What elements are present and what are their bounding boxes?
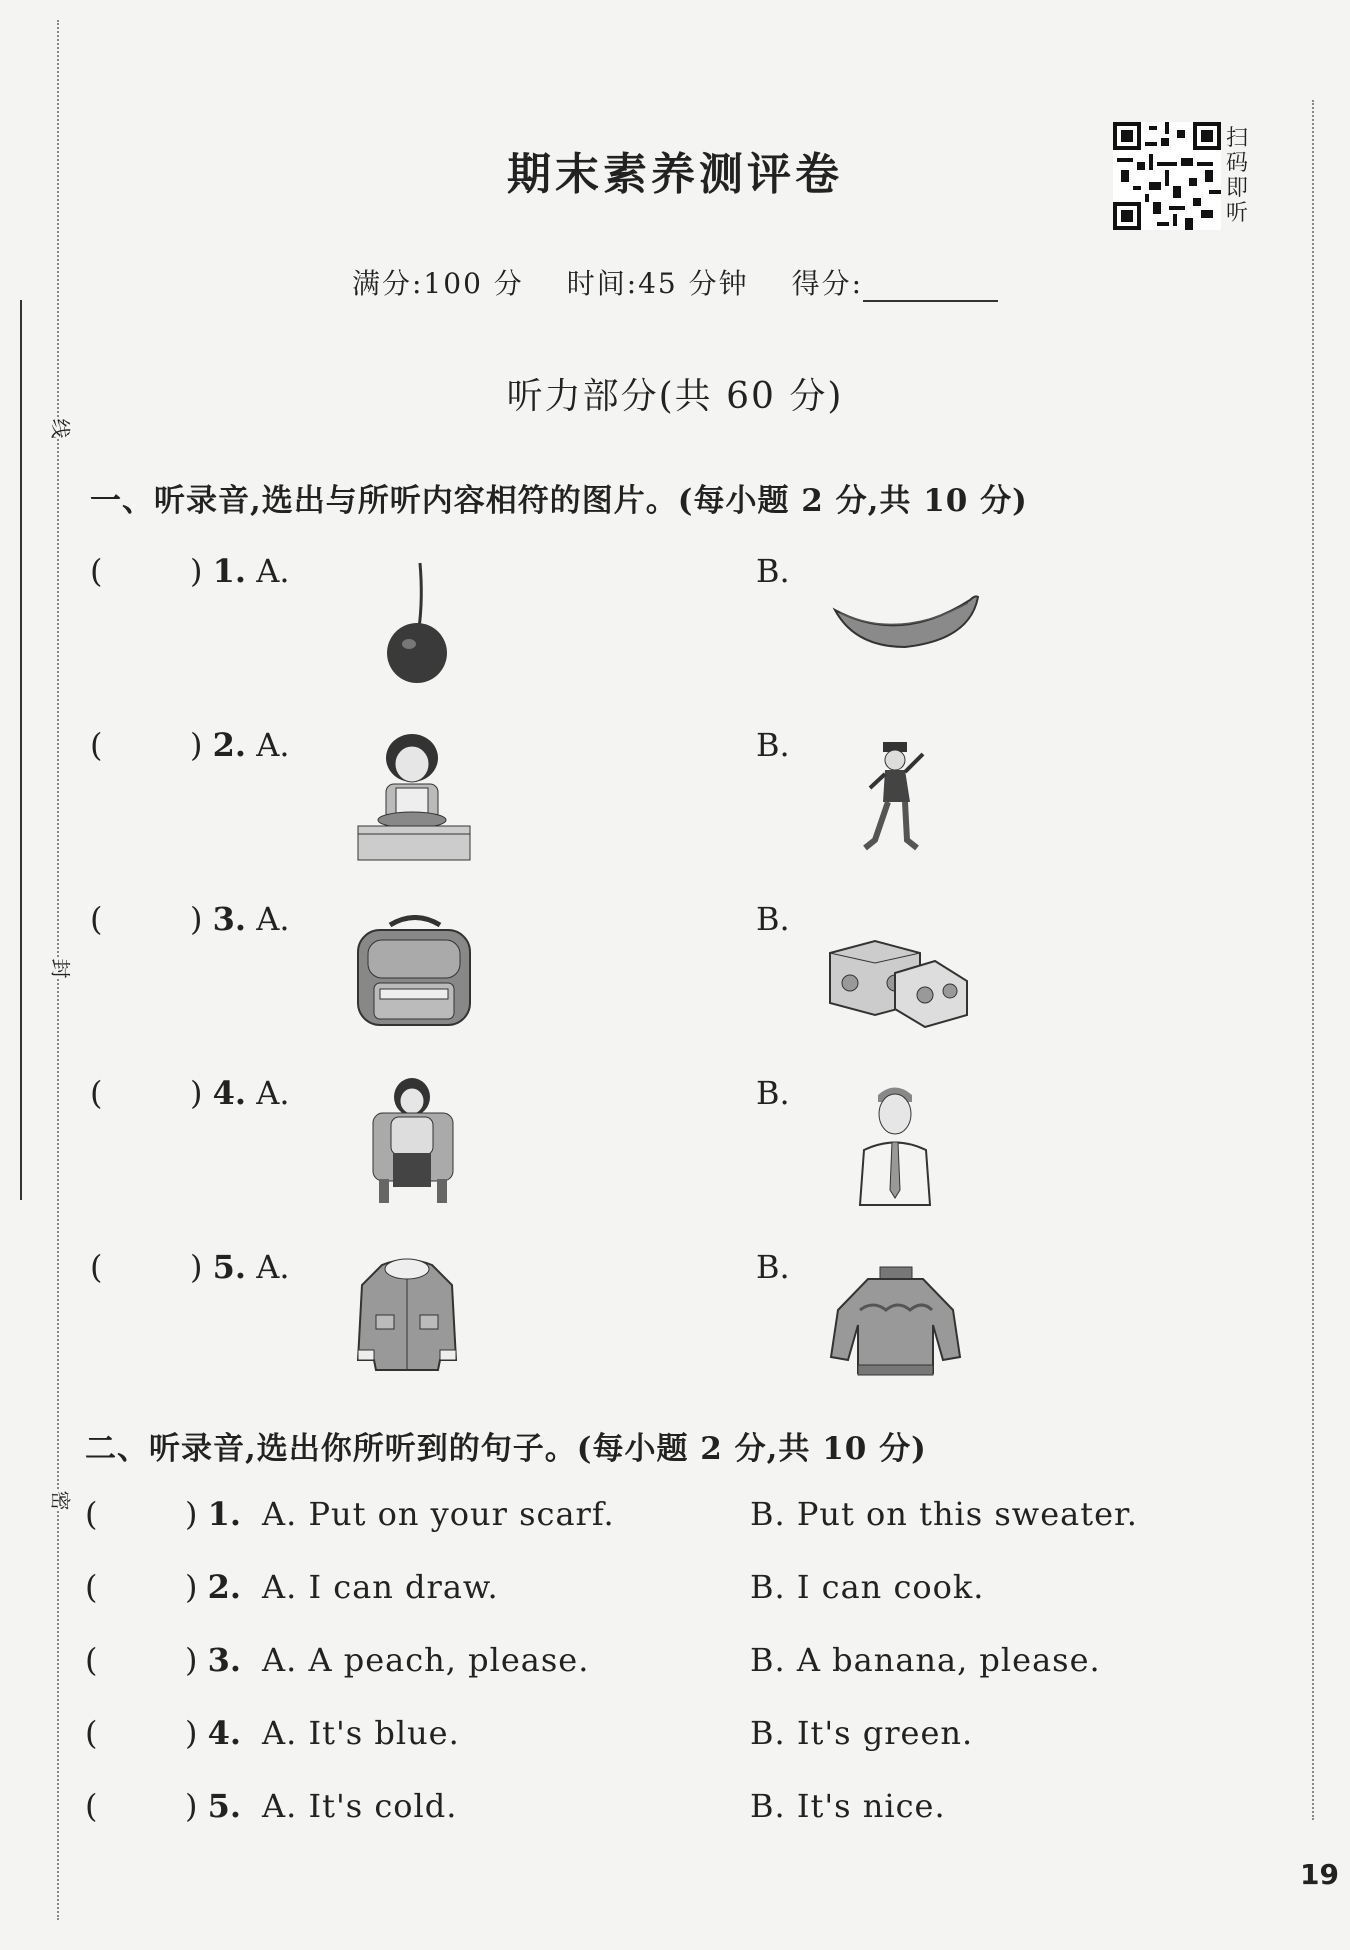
exam-meta: [0, 262, 1350, 302]
sweater-icon[interactable]: [828, 1265, 963, 1380]
qr-label: 扫 码 即 听: [1226, 126, 1249, 226]
boy-dancing-icon[interactable]: [855, 740, 945, 860]
woman-sitting-icon[interactable]: [365, 1075, 460, 1205]
option-a-sentence: A. It's cold.: [262, 1787, 458, 1825]
question-number: 1.: [212, 552, 247, 590]
option-a-sentence: A. A peach, please.: [262, 1641, 590, 1679]
option-b-label: B.: [756, 900, 790, 938]
question-row: ( ) 4. A.: [90, 1074, 290, 1112]
question-number: 3.: [207, 1641, 242, 1679]
answer-blank[interactable]: (: [85, 1787, 98, 1825]
answer-blank[interactable]: (: [90, 1074, 103, 1112]
option-b-label: B.: [756, 552, 790, 590]
full-score: 满分:100 分: [352, 267, 524, 300]
question-row: ( ) 5. A.: [90, 1248, 290, 1286]
question-number: 5.: [212, 1248, 247, 1286]
option-b-sentence: B. It's nice.: [750, 1787, 946, 1825]
answer-blank[interactable]: (: [90, 552, 103, 590]
man-shirt-icon[interactable]: [850, 1080, 940, 1210]
coat-icon[interactable]: [352, 1255, 462, 1375]
section1-title: 一、听录音,选出与所听内容相符的图片。(每小题 2 分,共 10 分): [90, 483, 1028, 519]
question-number: 5.: [207, 1787, 242, 1825]
question-row: ( ) 1.: [85, 1495, 242, 1533]
option-a-sentence: A. Put on your scarf.: [262, 1495, 615, 1533]
schoolbag-icon[interactable]: [350, 915, 480, 1030]
question-number: 1.: [207, 1495, 242, 1533]
question-number: 3.: [212, 900, 247, 938]
banana-icon[interactable]: [830, 585, 980, 660]
question-row: ( ) 1. A.: [90, 552, 290, 590]
option-b-label: B.: [756, 1248, 790, 1286]
answer-blank[interactable]: (: [85, 1495, 98, 1533]
question-number: 4.: [207, 1714, 242, 1752]
question-row: ( ) 2.: [85, 1568, 242, 1606]
option-b-sentence: B. It's green.: [750, 1714, 974, 1752]
girl-cooking-icon[interactable]: [350, 730, 480, 865]
side-char-xian: 线: [44, 419, 81, 439]
question-row: ( ) 5.: [85, 1787, 242, 1825]
option-a-label: A.: [256, 726, 290, 764]
right-dotted-line: [1312, 100, 1314, 1820]
part-title: 听力部分(共 60 分): [506, 376, 844, 417]
option-a-sentence: A. It's blue.: [262, 1714, 460, 1752]
option-b-label: B.: [756, 726, 790, 764]
option-b-sentence: B. I can cook.: [750, 1568, 985, 1606]
answer-blank[interactable]: (: [85, 1568, 98, 1606]
score-field[interactable]: 得分:: [792, 267, 998, 300]
question-row: ( ) 4.: [85, 1714, 242, 1752]
option-b-sentence: B. Put on this sweater.: [750, 1495, 1138, 1533]
question-row: ( ) 2. A.: [90, 726, 290, 764]
page-number: 19: [1300, 1858, 1339, 1891]
option-a-label: A.: [256, 900, 290, 938]
cherry-icon[interactable]: [375, 558, 475, 688]
question-number: 2.: [212, 726, 247, 764]
question-number: 2.: [207, 1568, 242, 1606]
answer-blank[interactable]: (: [90, 1248, 103, 1286]
option-a-label: A.: [256, 1248, 290, 1286]
option-a-label: A.: [256, 1074, 290, 1112]
option-b-sentence: B. A banana, please.: [750, 1641, 1101, 1679]
binding-solid-line: [20, 300, 22, 1200]
page-title: 期末素养测评卷: [507, 149, 843, 200]
section2-title: 二、听录音,选出你所听到的句子。(每小题 2 分,共 10 分): [85, 1431, 927, 1467]
question-number: 4.: [212, 1074, 247, 1112]
time-limit: 时间:45 分钟: [566, 267, 749, 300]
answer-blank[interactable]: (: [90, 900, 103, 938]
question-row: ( ) 3.: [85, 1641, 242, 1679]
side-char-feng: 封: [44, 959, 81, 979]
side-char-mi: 密: [44, 1491, 81, 1511]
answer-blank[interactable]: (: [85, 1641, 98, 1679]
option-a-label: A.: [256, 552, 290, 590]
answer-blank[interactable]: (: [90, 726, 103, 764]
option-a-sentence: A. I can draw.: [262, 1568, 499, 1606]
option-b-label: B.: [756, 1074, 790, 1112]
answer-blank[interactable]: (: [85, 1714, 98, 1752]
boxes-icon[interactable]: [825, 933, 970, 1028]
question-row: ( ) 3. A.: [90, 900, 290, 938]
